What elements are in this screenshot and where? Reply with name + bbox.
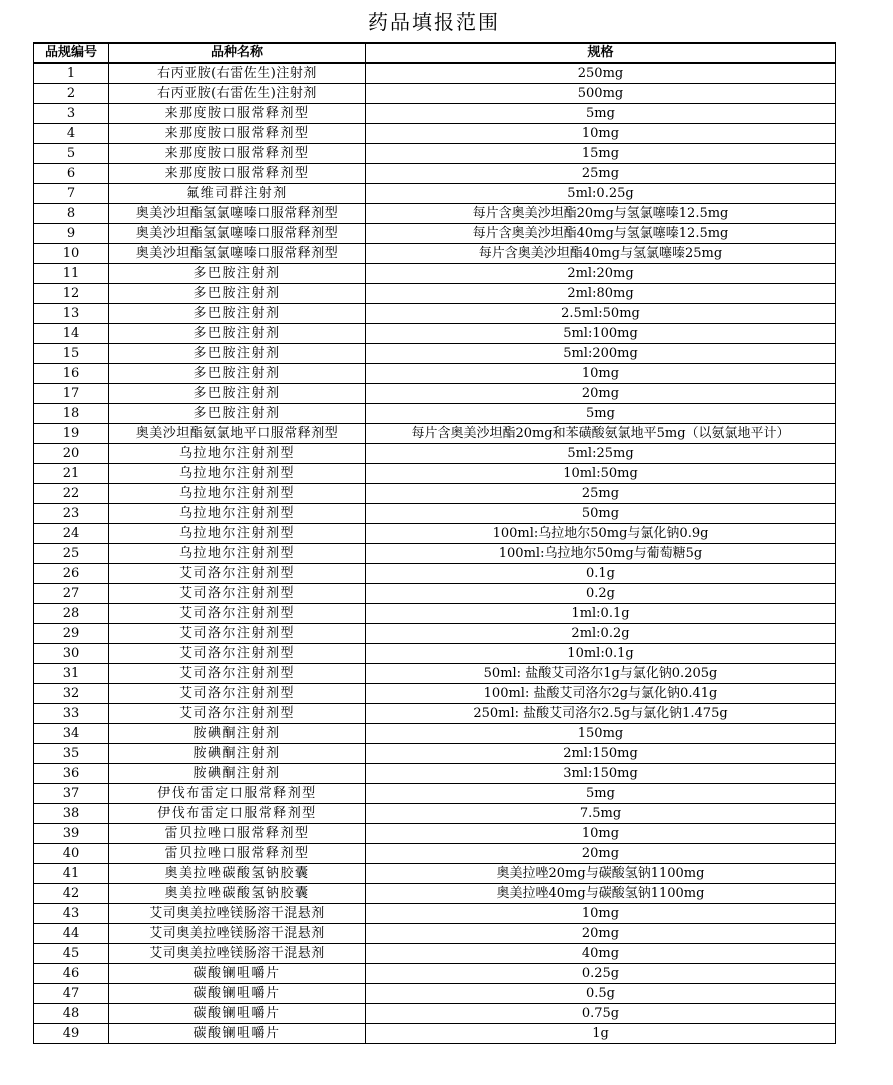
cell-specification: 10ml:50mg <box>366 464 836 484</box>
header-spec-number: 品规编号 <box>34 43 109 63</box>
table-row <box>34 604 836 624</box>
cell-drug-name: 乌拉地尔注射剂型 <box>109 544 366 564</box>
cell-spec-number: 13 <box>34 304 109 324</box>
table-row <box>34 1004 836 1024</box>
cell-spec-number: 4 <box>34 124 109 144</box>
cell-spec-number: 11 <box>34 264 109 284</box>
cell-spec-number: 48 <box>34 1004 109 1024</box>
cell-spec-number: 20 <box>34 444 109 464</box>
table-row <box>34 364 836 384</box>
cell-drug-name: 右丙亚胺(右雷佐生)注射剂 <box>109 63 366 84</box>
table-row <box>34 784 836 804</box>
cell-spec-number: 12 <box>34 284 109 304</box>
cell-spec-number: 1 <box>34 63 109 84</box>
table-body <box>34 63 836 1044</box>
table-row <box>34 224 836 244</box>
table-row <box>34 304 836 324</box>
cell-spec-number: 39 <box>34 824 109 844</box>
table-row <box>34 544 836 564</box>
cell-spec-number: 36 <box>34 764 109 784</box>
cell-specification: 每片含奥美沙坦酯40mg与氢氯噻嗪25mg <box>366 244 836 264</box>
table-row <box>34 564 836 584</box>
cell-drug-name: 多巴胺注射剂 <box>109 364 366 384</box>
cell-drug-name: 多巴胺注射剂 <box>109 384 366 404</box>
cell-specification: 5ml:100mg <box>366 324 836 344</box>
cell-drug-name: 乌拉地尔注射剂型 <box>109 444 366 464</box>
cell-specification: 0.75g <box>366 1004 836 1024</box>
table-row <box>34 124 836 144</box>
table-row <box>34 904 836 924</box>
cell-drug-name: 艾司洛尔注射剂型 <box>109 684 366 704</box>
table-row <box>34 144 836 164</box>
cell-specification: 7.5mg <box>366 804 836 824</box>
table-row <box>34 184 836 204</box>
cell-drug-name: 碳酸镧咀嚼片 <box>109 1024 366 1044</box>
cell-specification: 10mg <box>366 824 836 844</box>
table-row <box>34 464 836 484</box>
table-row <box>34 984 836 1004</box>
cell-spec-number: 32 <box>34 684 109 704</box>
table-row <box>34 104 836 124</box>
cell-drug-name: 艾司洛尔注射剂型 <box>109 664 366 684</box>
cell-specification: 2.5ml:50mg <box>366 304 836 324</box>
table-row <box>34 704 836 724</box>
cell-spec-number: 9 <box>34 224 109 244</box>
cell-spec-number: 27 <box>34 584 109 604</box>
cell-specification: 2ml:20mg <box>366 264 836 284</box>
table-row <box>34 284 836 304</box>
cell-drug-name: 艾司洛尔注射剂型 <box>109 624 366 644</box>
cell-spec-number: 41 <box>34 864 109 884</box>
cell-drug-name: 多巴胺注射剂 <box>109 304 366 324</box>
cell-drug-name: 来那度胺口服常释剂型 <box>109 144 366 164</box>
cell-drug-name: 碳酸镧咀嚼片 <box>109 964 366 984</box>
table-row <box>34 844 836 864</box>
cell-drug-name: 雷贝拉唑口服常释剂型 <box>109 844 366 864</box>
cell-spec-number: 26 <box>34 564 109 584</box>
cell-specification: 5ml:25mg <box>366 444 836 464</box>
cell-drug-name: 乌拉地尔注射剂型 <box>109 464 366 484</box>
cell-specification: 150mg <box>366 724 836 744</box>
cell-spec-number: 42 <box>34 884 109 904</box>
cell-specification: 10ml:0.1g <box>366 644 836 664</box>
cell-spec-number: 19 <box>34 424 109 444</box>
cell-spec-number: 29 <box>34 624 109 644</box>
cell-spec-number: 30 <box>34 644 109 664</box>
cell-specification: 20mg <box>366 384 836 404</box>
cell-drug-name: 乌拉地尔注射剂型 <box>109 504 366 524</box>
cell-specification: 0.2g <box>366 584 836 604</box>
table-row <box>34 204 836 224</box>
table-row <box>34 524 836 544</box>
cell-specification: 50mg <box>366 504 836 524</box>
cell-specification: 100ml: 盐酸艾司洛尔2g与氯化钠0.41g <box>366 684 836 704</box>
cell-drug-name: 多巴胺注射剂 <box>109 284 366 304</box>
cell-specification: 25mg <box>366 484 836 504</box>
cell-specification: 5ml:0.25g <box>366 184 836 204</box>
cell-spec-number: 46 <box>34 964 109 984</box>
cell-spec-number: 17 <box>34 384 109 404</box>
cell-specification: 每片含奥美沙坦酯40mg与氢氯噻嗪12.5mg <box>366 224 836 244</box>
table-row <box>34 724 836 744</box>
cell-specification: 5ml:200mg <box>366 344 836 364</box>
cell-drug-name: 来那度胺口服常释剂型 <box>109 124 366 144</box>
cell-spec-number: 15 <box>34 344 109 364</box>
cell-specification: 20mg <box>366 924 836 944</box>
table-row <box>34 504 836 524</box>
document-title: 药品填报范围 <box>368 10 500 34</box>
cell-spec-number: 31 <box>34 664 109 684</box>
table-row <box>34 644 836 664</box>
cell-specification: 3ml:150mg <box>366 764 836 784</box>
cell-drug-name: 雷贝拉唑口服常释剂型 <box>109 824 366 844</box>
table-row <box>34 484 836 504</box>
cell-spec-number: 25 <box>34 544 109 564</box>
cell-drug-name: 奥美拉唑碳酸氢钠胶囊 <box>109 884 366 904</box>
cell-spec-number: 45 <box>34 944 109 964</box>
cell-specification: 10mg <box>366 124 836 144</box>
cell-spec-number: 43 <box>34 904 109 924</box>
cell-spec-number: 7 <box>34 184 109 204</box>
table-row <box>34 824 836 844</box>
header-specification: 规格 <box>366 43 836 63</box>
cell-spec-number: 5 <box>34 144 109 164</box>
cell-specification: 10mg <box>366 364 836 384</box>
cell-spec-number: 49 <box>34 1024 109 1044</box>
cell-drug-name: 右丙亚胺(右雷佐生)注射剂 <box>109 84 366 104</box>
cell-specification: 50ml: 盐酸艾司洛尔1g与氯化钠0.205g <box>366 664 836 684</box>
cell-spec-number: 23 <box>34 504 109 524</box>
cell-spec-number: 47 <box>34 984 109 1004</box>
cell-drug-name: 艾司洛尔注射剂型 <box>109 604 366 624</box>
cell-specification: 2ml:150mg <box>366 744 836 764</box>
cell-drug-name: 胺碘酮注射剂 <box>109 724 366 744</box>
table-row <box>34 84 836 104</box>
cell-specification: 5mg <box>366 784 836 804</box>
table-row <box>34 424 836 444</box>
table-row <box>34 684 836 704</box>
cell-drug-name: 艾司洛尔注射剂型 <box>109 644 366 664</box>
cell-drug-name: 乌拉地尔注射剂型 <box>109 484 366 504</box>
cell-drug-name: 艾司奥美拉唑镁肠溶干混悬剂 <box>109 924 366 944</box>
cell-specification: 20mg <box>366 844 836 864</box>
cell-specification: 1g <box>366 1024 836 1044</box>
cell-specification: 2ml:80mg <box>366 284 836 304</box>
cell-spec-number: 6 <box>34 164 109 184</box>
table-row <box>34 344 836 364</box>
table-row <box>34 944 836 964</box>
cell-specification: 0.1g <box>366 564 836 584</box>
cell-drug-name: 艾司洛尔注射剂型 <box>109 584 366 604</box>
cell-drug-name: 多巴胺注射剂 <box>109 264 366 284</box>
cell-spec-number: 3 <box>34 104 109 124</box>
cell-specification: 奥美拉唑20mg与碳酸氢钠1100mg <box>366 864 836 884</box>
table-row <box>34 924 836 944</box>
table-row <box>34 324 836 344</box>
table-header <box>34 43 836 63</box>
cell-spec-number: 16 <box>34 364 109 384</box>
cell-drug-name: 艾司奥美拉唑镁肠溶干混悬剂 <box>109 944 366 964</box>
table-row <box>34 264 836 284</box>
cell-drug-name: 来那度胺口服常释剂型 <box>109 104 366 124</box>
cell-spec-number: 22 <box>34 484 109 504</box>
cell-drug-name: 伊伐布雷定口服常释剂型 <box>109 804 366 824</box>
cell-drug-name: 艾司奥美拉唑镁肠溶干混悬剂 <box>109 904 366 924</box>
cell-specification: 2ml:0.2g <box>366 624 836 644</box>
cell-spec-number: 18 <box>34 404 109 424</box>
cell-specification: 10mg <box>366 904 836 924</box>
cell-drug-name: 氟维司群注射剂 <box>109 184 366 204</box>
cell-drug-name: 奥美沙坦酯氢氯噻嗪口服常释剂型 <box>109 204 366 224</box>
table-row <box>34 624 836 644</box>
cell-specification: 5mg <box>366 104 836 124</box>
cell-drug-name: 碳酸镧咀嚼片 <box>109 1004 366 1024</box>
cell-spec-number: 21 <box>34 464 109 484</box>
cell-drug-name: 多巴胺注射剂 <box>109 344 366 364</box>
cell-specification: 250mg <box>366 63 836 84</box>
cell-specification: 40mg <box>366 944 836 964</box>
cell-drug-name: 乌拉地尔注射剂型 <box>109 524 366 544</box>
cell-spec-number: 8 <box>34 204 109 224</box>
cell-drug-name: 奥美沙坦酯氢氯噻嗪口服常释剂型 <box>109 244 366 264</box>
cell-spec-number: 37 <box>34 784 109 804</box>
table-row <box>34 384 836 404</box>
cell-specification: 1ml:0.1g <box>366 604 836 624</box>
table-row <box>34 244 836 264</box>
cell-spec-number: 34 <box>34 724 109 744</box>
table-row <box>34 584 836 604</box>
cell-drug-name: 胺碘酮注射剂 <box>109 764 366 784</box>
cell-drug-name: 多巴胺注射剂 <box>109 404 366 424</box>
cell-specification: 15mg <box>366 144 836 164</box>
cell-specification: 25mg <box>366 164 836 184</box>
cell-specification: 250ml: 盐酸艾司洛尔2.5g与氯化钠1.475g <box>366 704 836 724</box>
cell-specification: 5mg <box>366 404 836 424</box>
cell-drug-name: 奥美拉唑碳酸氢钠胶囊 <box>109 864 366 884</box>
cell-drug-name: 艾司洛尔注射剂型 <box>109 564 366 584</box>
cell-spec-number: 10 <box>34 244 109 264</box>
cell-drug-name: 艾司洛尔注射剂型 <box>109 704 366 724</box>
drug-scope-table <box>33 42 836 1044</box>
table-row <box>34 164 836 184</box>
cell-drug-name: 伊伐布雷定口服常释剂型 <box>109 784 366 804</box>
cell-spec-number: 40 <box>34 844 109 864</box>
cell-specification: 100ml:乌拉地尔50mg与葡萄糖5g <box>366 544 836 564</box>
table-row <box>34 444 836 464</box>
header-drug-name: 品种名称 <box>109 43 366 63</box>
cell-drug-name: 碳酸镧咀嚼片 <box>109 984 366 1004</box>
cell-drug-name: 奥美沙坦酯氨氯地平口服常释剂型 <box>109 424 366 444</box>
table-row <box>34 964 836 984</box>
cell-specification: 500mg <box>366 84 836 104</box>
cell-specification: 奥美拉唑40mg与碳酸氢钠1100mg <box>366 884 836 904</box>
cell-spec-number: 38 <box>34 804 109 824</box>
cell-drug-name: 来那度胺口服常释剂型 <box>109 164 366 184</box>
cell-specification: 每片含奥美沙坦酯20mg和苯磺酸氨氯地平5mg（以氨氯地平计） <box>366 424 836 444</box>
table-row <box>34 884 836 904</box>
table-row <box>34 864 836 884</box>
table-row <box>34 404 836 424</box>
cell-specification: 0.5g <box>366 984 836 1004</box>
cell-spec-number: 2 <box>34 84 109 104</box>
cell-spec-number: 24 <box>34 524 109 544</box>
cell-drug-name: 胺碘酮注射剂 <box>109 744 366 764</box>
table-row <box>34 744 836 764</box>
cell-spec-number: 33 <box>34 704 109 724</box>
cell-specification: 100ml:乌拉地尔50mg与氯化钠0.9g <box>366 524 836 544</box>
cell-drug-name: 奥美沙坦酯氢氯噻嗪口服常释剂型 <box>109 224 366 244</box>
table-row <box>34 804 836 824</box>
cell-specification: 0.25g <box>366 964 836 984</box>
cell-spec-number: 14 <box>34 324 109 344</box>
table-row <box>34 664 836 684</box>
cell-spec-number: 35 <box>34 744 109 764</box>
table-row <box>34 63 836 84</box>
cell-spec-number: 44 <box>34 924 109 944</box>
cell-drug-name: 多巴胺注射剂 <box>109 324 366 344</box>
table-row <box>34 764 836 784</box>
header-row <box>34 43 836 63</box>
table-row <box>34 1024 836 1044</box>
cell-specification: 每片含奥美沙坦酯20mg与氢氯噻嗪12.5mg <box>366 204 836 224</box>
cell-spec-number: 28 <box>34 604 109 624</box>
